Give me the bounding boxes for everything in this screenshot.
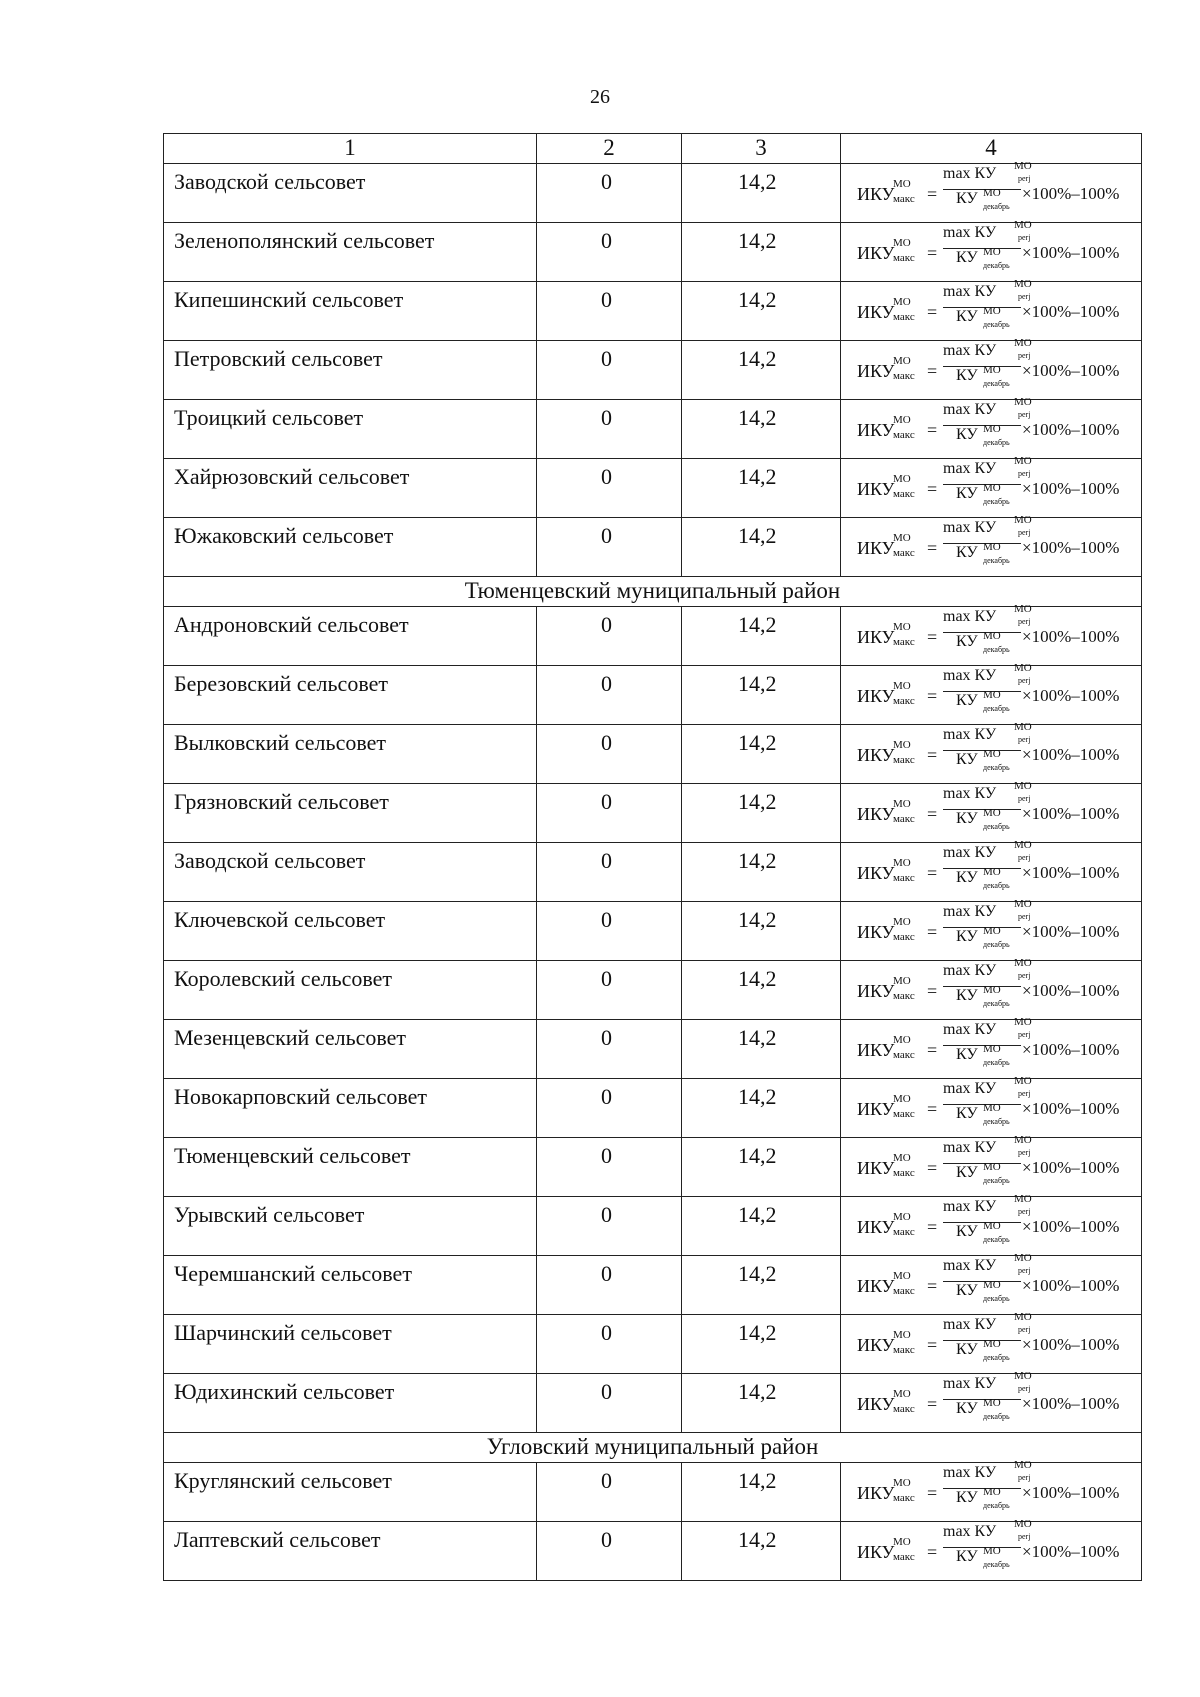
fraction-bar [943,1045,1021,1046]
formula-rhs: ×100%–100% [1022,745,1120,764]
index-formula [841,1252,1141,1312]
formula-rhs: ×100%–100% [1022,184,1120,203]
index-formula [841,721,1141,781]
index-formula [841,1016,1141,1076]
formula-denominator: КУ МО декабрь [956,1161,1010,1185]
table-row [164,400,1142,459]
settlement-name: Новокарповский сельсовет [164,1079,537,1138]
table-row [164,1079,1142,1138]
formula-rhs: ×100%–100% [1022,627,1120,646]
formula-cell [841,278,1142,341]
table-row [164,1374,1142,1433]
column-3-value: 14,2 [682,400,841,459]
column-3-value: 14,2 [682,666,841,725]
formula-numerator: max КУ МО perj [943,1252,1032,1275]
formula-lhs: ИКУ МО макс [857,680,915,707]
settlement-name: Юдихинский сельсовет [164,1374,537,1433]
fraction-bar [943,248,1021,249]
formula-lhs: ИКУ МО макс [857,532,915,559]
column-3-value: 14,2 [682,1374,841,1433]
formula-cell [841,160,1142,223]
formula-equals: = [927,922,938,942]
formula-cell [841,219,1142,282]
formula-lhs: ИКУ МО макс [857,1211,915,1238]
formula-denominator: КУ МО декабрь [956,1486,1010,1510]
formula-lhs: ИКУ МО макс [857,739,915,766]
column-3-value: 14,2 [682,518,841,577]
formula-denominator: КУ МО декабрь [956,1545,1010,1569]
formula-denominator: КУ МО декабрь [956,1397,1010,1421]
formula-numerator: max КУ МО perj [943,1016,1032,1039]
column-header-1: 1 [164,134,537,164]
index-formula [841,219,1141,279]
settlement-name: Лаптевский сельсовет [164,1522,537,1581]
formula-cell [841,1252,1142,1315]
formula-numerator: max КУ МО perj [943,603,1032,626]
formula-cell [841,662,1142,725]
index-formula [841,1518,1141,1578]
index-formula [841,780,1141,840]
formula-denominator: КУ МО декабрь [956,1220,1010,1244]
formula-lhs: ИКУ МО макс [857,1034,915,1061]
column-3-value: 14,2 [682,1315,841,1374]
table-row [164,1020,1142,1079]
fraction-bar [943,1163,1021,1164]
fraction-bar [943,1340,1021,1341]
formula-denominator: КУ МО декабрь [956,1043,1010,1067]
column-3-value: 14,2 [682,223,841,282]
formula-rhs: ×100%–100% [1022,479,1120,498]
formula-rhs: ×100%–100% [1022,804,1120,823]
fraction-bar [943,927,1021,928]
column-2-value: 0 [537,223,682,282]
formula-lhs: ИКУ МО макс [857,798,915,825]
index-formula [841,898,1141,958]
column-3-value: 14,2 [682,1522,841,1581]
formula-equals: = [927,804,938,824]
formula-rhs: ×100%–100% [1022,243,1120,262]
table-row [164,518,1142,577]
settlement-name: Вылковский сельсовет [164,725,537,784]
formula-lhs: ИКУ МО макс [857,473,915,500]
formula-lhs: ИКУ МО макс [857,916,915,943]
formula-equals: = [927,1542,938,1562]
formula-equals: = [927,981,938,1001]
formula-equals: = [927,243,938,263]
index-formula [841,337,1141,397]
settlement-name: Петровский сельсовет [164,341,537,400]
formula-numerator: max КУ МО perj [943,1075,1032,1098]
formula-rhs: ×100%–100% [1022,361,1120,380]
settlement-name: Андроновский сельсовет [164,607,537,666]
fraction-bar [943,1399,1021,1400]
index-formula [841,1459,1141,1519]
formula-cell [841,337,1142,400]
formula-rhs: ×100%–100% [1022,302,1120,321]
formula-rhs: ×100%–100% [1022,1040,1120,1059]
formula-denominator: КУ МО декабрь [956,807,1010,831]
formula-equals: = [927,1483,938,1503]
formula-rhs: ×100%–100% [1022,1099,1120,1118]
column-3-value: 14,2 [682,961,841,1020]
formula-numerator: max КУ МО perj [943,1459,1032,1482]
fraction-bar [943,868,1021,869]
index-formula [841,278,1141,338]
column-2-value: 0 [537,282,682,341]
settlement-name: Заводской сельсовет [164,164,537,223]
formula-equals: = [927,302,938,322]
formula-numerator: max КУ МО perj [943,160,1032,183]
index-formula [841,514,1141,574]
formula-denominator: КУ МО декабрь [956,305,1010,329]
table-row [164,282,1142,341]
formula-equals: = [927,1158,938,1178]
page-number: 26 [590,86,610,108]
formula-numerator: max КУ МО perj [943,1134,1032,1157]
formula-denominator: КУ МО декабрь [956,748,1010,772]
formula-lhs: ИКУ МО макс [857,1270,915,1297]
settlement-name: Троицкий сельсовет [164,400,537,459]
formula-denominator: КУ МО декабрь [956,1338,1010,1362]
formula-equals: = [927,479,938,499]
table-row [164,1138,1142,1197]
formula-cell [841,1075,1142,1138]
formula-cell [841,1193,1142,1256]
formula-denominator: КУ МО декабрь [956,423,1010,447]
settlement-name: Урывский сельсовет [164,1197,537,1256]
formula-lhs: ИКУ МО макс [857,414,915,441]
fraction-bar [943,484,1021,485]
table-row [164,843,1142,902]
settlement-name: Мезенцевский сельсовет [164,1020,537,1079]
formula-cell [841,603,1142,666]
index-formula [841,1193,1141,1253]
fraction-bar [943,307,1021,308]
formula-equals: = [927,1335,938,1355]
formula-rhs: ×100%–100% [1022,538,1120,557]
formula-denominator: КУ МО декабрь [956,364,1010,388]
section-header-row [164,1433,1142,1463]
column-3-value: 14,2 [682,282,841,341]
section-title: Угловский муниципальный район [164,1433,1142,1463]
table-row [164,1256,1142,1315]
formula-cell [841,514,1142,577]
formula-lhs: ИКУ МО макс [857,1093,915,1120]
formula-rhs: ×100%–100% [1022,1394,1120,1413]
formula-cell [841,1311,1142,1374]
formula-denominator: КУ МО декабрь [956,482,1010,506]
column-3-value: 14,2 [682,1079,841,1138]
table-row [164,1197,1142,1256]
settlement-name: Черемшанский сельсовет [164,1256,537,1315]
formula-numerator: max КУ МО perj [943,1370,1032,1393]
formula-cell [841,1016,1142,1079]
settlement-name: Ключевской сельсовет [164,902,537,961]
settlement-name: Кипешинский сельсовет [164,282,537,341]
formula-cell [841,1134,1142,1197]
settlement-name: Круглянский сельсовет [164,1463,537,1522]
formula-cell [841,721,1142,784]
fraction-bar [943,1547,1021,1548]
formula-numerator: max КУ МО perj [943,278,1032,301]
formula-cell [841,1370,1142,1433]
formula-denominator: КУ МО декабрь [956,1102,1010,1126]
formula-equals: = [927,1217,938,1237]
formula-numerator: max КУ МО perj [943,337,1032,360]
fraction-bar [943,1488,1021,1489]
formula-lhs: ИКУ МО макс [857,621,915,648]
formula-denominator: КУ МО декабрь [956,984,1010,1008]
column-2-value: 0 [537,1315,682,1374]
formula-equals: = [927,627,938,647]
formula-cell [841,1459,1142,1522]
settlement-name: Грязновский сельсовет [164,784,537,843]
formula-numerator: max КУ МО perj [943,219,1032,242]
table-row [164,666,1142,725]
formula-equals: = [927,1276,938,1296]
formula-lhs: ИКУ МО макс [857,178,915,205]
table-row [164,961,1142,1020]
formula-lhs: ИКУ МО макс [857,975,915,1002]
column-2-value: 0 [537,1020,682,1079]
settlement-name: Березовский сельсовет [164,666,537,725]
column-2-value: 0 [537,1079,682,1138]
settlement-name: Южаковский сельсовет [164,518,537,577]
formula-rhs: ×100%–100% [1022,1276,1120,1295]
formula-lhs: ИКУ МО макс [857,1388,915,1415]
index-formula [841,1311,1141,1371]
formula-cell [841,455,1142,518]
formula-equals: = [927,361,938,381]
formula-rhs: ×100%–100% [1022,1158,1120,1177]
column-3-value: 14,2 [682,341,841,400]
formula-lhs: ИКУ МО макс [857,857,915,884]
formula-numerator: max КУ МО perj [943,514,1032,537]
index-formula [841,662,1141,722]
formula-numerator: max КУ МО perj [943,1193,1032,1216]
fraction-bar [943,1281,1021,1282]
table-row [164,784,1142,843]
column-2-value: 0 [537,902,682,961]
table-row [164,607,1142,666]
column-3-value: 14,2 [682,164,841,223]
section-title: Тюменцевский муниципальный район [164,577,1142,607]
formula-rhs: ×100%–100% [1022,863,1120,882]
formula-cell [841,1518,1142,1581]
fraction-bar [943,632,1021,633]
formula-denominator: КУ МО декабрь [956,925,1010,949]
settlement-name: Тюменцевский сельсовет [164,1138,537,1197]
index-formula [841,839,1141,899]
formula-equals: = [927,745,938,765]
table-row [164,725,1142,784]
fraction-bar [943,1222,1021,1223]
formula-lhs: ИКУ МО макс [857,1477,915,1504]
formula-numerator: max КУ МО perj [943,780,1032,803]
formula-lhs: ИКУ МО макс [857,355,915,382]
column-2-value: 0 [537,843,682,902]
column-3-value: 14,2 [682,1197,841,1256]
formula-equals: = [927,863,938,883]
index-formula [841,1370,1141,1430]
column-3-value: 14,2 [682,843,841,902]
fraction-bar [943,986,1021,987]
formula-rhs: ×100%–100% [1022,1542,1120,1561]
header-row [164,134,1142,164]
formula-lhs: ИКУ МО макс [857,1152,915,1179]
formula-rhs: ×100%–100% [1022,1335,1120,1354]
column-2-value: 0 [537,341,682,400]
fraction-bar [943,543,1021,544]
column-2-value: 0 [537,1197,682,1256]
column-2-value: 0 [537,784,682,843]
column-3-value: 14,2 [682,902,841,961]
column-header-2: 2 [537,134,682,164]
column-3-value: 14,2 [682,784,841,843]
formula-rhs: ×100%–100% [1022,1217,1120,1236]
settlement-name: Зеленополянский сельсовет [164,223,537,282]
column-2-value: 0 [537,459,682,518]
fraction-bar [943,809,1021,810]
formula-numerator: max КУ МО perj [943,662,1032,685]
settlement-name: Шарчинский сельсовет [164,1315,537,1374]
formula-numerator: max КУ МО perj [943,957,1032,980]
formula-denominator: КУ МО декабрь [956,246,1010,270]
column-2-value: 0 [537,961,682,1020]
formula-numerator: max КУ МО perj [943,396,1032,419]
formula-numerator: max КУ МО perj [943,898,1032,921]
index-formula [841,396,1141,456]
column-header-4: 4 [841,134,1142,164]
formula-rhs: ×100%–100% [1022,981,1120,1000]
formula-equals: = [927,538,938,558]
column-3-value: 14,2 [682,725,841,784]
formula-denominator: КУ МО декабрь [956,689,1010,713]
column-3-value: 14,2 [682,607,841,666]
column-3-value: 14,2 [682,1138,841,1197]
formula-denominator: КУ МО декабрь [956,1279,1010,1303]
column-3-value: 14,2 [682,1256,841,1315]
settlement-name: Королевский сельсовет [164,961,537,1020]
formula-numerator: max КУ МО perj [943,839,1032,862]
column-3-value: 14,2 [682,1463,841,1522]
settlement-name: Хайрюзовский сельсовет [164,459,537,518]
table-row [164,223,1142,282]
formula-cell [841,780,1142,843]
formula-numerator: max КУ МО perj [943,455,1032,478]
index-formula [841,603,1141,663]
formula-lhs: ИКУ МО макс [857,237,915,264]
index-formula [841,1075,1141,1135]
fraction-bar [943,366,1021,367]
column-2-value: 0 [537,1463,682,1522]
formula-rhs: ×100%–100% [1022,420,1120,439]
tariff-table [163,133,1142,1581]
formula-cell [841,957,1142,1020]
formula-cell [841,396,1142,459]
formula-rhs: ×100%–100% [1022,686,1120,705]
formula-numerator: max КУ МО perj [943,1518,1032,1541]
index-formula [841,455,1141,515]
formula-equals: = [927,1040,938,1060]
table-row [164,341,1142,400]
fraction-bar [943,750,1021,751]
table-row [164,1522,1142,1581]
table-row [164,1315,1142,1374]
formula-denominator: КУ МО декабрь [956,187,1010,211]
column-2-value: 0 [537,400,682,459]
column-2-value: 0 [537,164,682,223]
fraction-bar [943,1104,1021,1105]
formula-equals: = [927,1099,938,1119]
index-formula [841,957,1141,1017]
settlement-name: Заводской сельсовет [164,843,537,902]
formula-lhs: ИКУ МО макс [857,296,915,323]
column-2-value: 0 [537,1522,682,1581]
formula-rhs: ×100%–100% [1022,922,1120,941]
table-row [164,902,1142,961]
column-3-value: 14,2 [682,1020,841,1079]
column-2-value: 0 [537,1138,682,1197]
formula-numerator: max КУ МО perj [943,721,1032,744]
index-formula [841,1134,1141,1194]
formula-lhs: ИКУ МО макс [857,1536,915,1563]
column-2-value: 0 [537,518,682,577]
formula-cell [841,898,1142,961]
formula-equals: = [927,184,938,204]
formula-equals: = [927,1394,938,1414]
column-2-value: 0 [537,725,682,784]
fraction-bar [943,189,1021,190]
section-header-row [164,577,1142,607]
formula-equals: = [927,420,938,440]
formula-lhs: ИКУ МО макс [857,1329,915,1356]
index-formula [841,160,1141,220]
table-row [164,164,1142,223]
formula-equals: = [927,686,938,706]
column-2-value: 0 [537,666,682,725]
formula-denominator: КУ МО декабрь [956,866,1010,890]
table-row [164,459,1142,518]
fraction-bar [943,691,1021,692]
column-3-value: 14,2 [682,459,841,518]
formula-cell [841,839,1142,902]
formula-denominator: КУ МО декабрь [956,630,1010,654]
column-header-3: 3 [682,134,841,164]
fraction-bar [943,425,1021,426]
column-2-value: 0 [537,607,682,666]
table-row [164,1463,1142,1522]
column-2-value: 0 [537,1374,682,1433]
formula-numerator: max КУ МО perj [943,1311,1032,1334]
formula-denominator: КУ МО декабрь [956,541,1010,565]
formula-rhs: ×100%–100% [1022,1483,1120,1502]
column-2-value: 0 [537,1256,682,1315]
